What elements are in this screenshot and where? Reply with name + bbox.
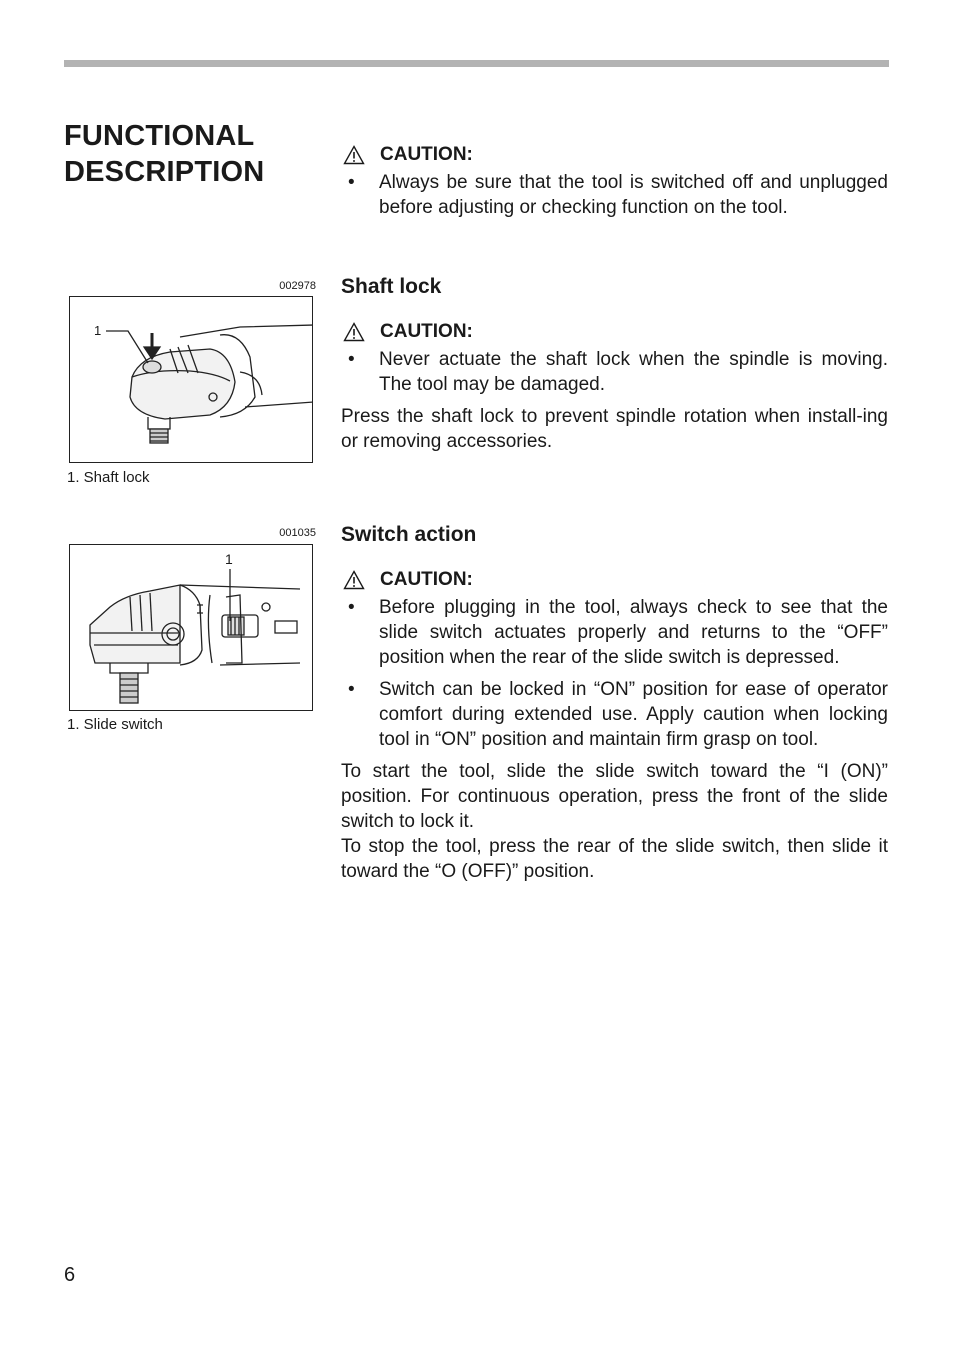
shaft-lock-figure [69, 296, 313, 463]
caution-label: CAUTION: [380, 144, 473, 165]
section-title-line-1: FUNCTIONAL [64, 120, 255, 152]
shaft-lock-paragraph: Press the shaft lock to prevent spindle rotation when install-ing or removing accessories. [341, 406, 888, 452]
caution-label: CAUTION: [380, 321, 473, 342]
caution-bullet [341, 170, 888, 220]
section-title-line-2: DESCRIPTION [64, 156, 265, 188]
caution-heading [341, 567, 888, 592]
bullet-text: Before plugging in the tool, always check to see that the slide switch actuates properly and returns to the “OFF” position when the rear of the slide switch is depressed. [379, 597, 888, 668]
figure-callout: 1 [225, 551, 233, 567]
angle-grinder-shaft-lock-illustration [70, 297, 313, 463]
angle-grinder-slide-switch-illustration [70, 545, 313, 711]
bullet-text: Switch can be locked in “ON” position for ease of operator comfort during extended use. Apply caution when locking tool in “ON” position and maintain firm grasp on tool. [379, 679, 888, 750]
figure-callout: 1 [94, 323, 102, 338]
bullet-dot: • [348, 679, 355, 700]
bullet-text: Always be sure that the tool is switched off and unplugged before adjusting or checking function on the tool. [379, 172, 888, 218]
figure-code: 001035 [279, 527, 316, 539]
warning-triangle-icon [343, 570, 365, 590]
shaft-lock-heading: Shaft lock [341, 275, 442, 298]
caution-heading [341, 319, 888, 344]
switch-action-heading: Switch action [341, 523, 477, 546]
warning-triangle-icon [343, 322, 365, 342]
shaft-lock-section [341, 274, 888, 454]
caution-bullet [341, 677, 888, 752]
warning-triangle-icon [343, 145, 365, 165]
caution-heading [341, 142, 888, 167]
slide-switch-caption: 1. Slide switch [67, 716, 163, 733]
shaft-lock-caption: 1. Shaft lock [67, 469, 150, 486]
bullet-dot: • [348, 597, 355, 618]
switch-action-paragraph-2: To stop the tool, press the rear of the slide switch, then slide it toward the “O (OFF)” position. [341, 836, 888, 882]
header-rule [64, 60, 889, 67]
caution-bullet [341, 347, 888, 397]
switch-action-section [341, 522, 888, 884]
page-number: 6 [64, 1264, 76, 1286]
bullet-text: Never actuate the shaft lock when the spindle is moving. The tool may be damaged. [379, 349, 888, 395]
intro-caution-block [341, 142, 888, 220]
section-title [64, 118, 314, 190]
switch-action-paragraph-1: To start the tool, slide the slide switch toward the “I (ON)” position. For continuous operation, press the front of the slide switch to lock it. [341, 761, 888, 832]
caution-label: CAUTION: [380, 569, 473, 590]
caution-bullet [341, 595, 888, 670]
slide-switch-figure [69, 544, 313, 711]
bullet-dot: • [348, 172, 355, 193]
bullet-dot: • [348, 349, 355, 370]
figure-code: 002978 [279, 280, 316, 292]
